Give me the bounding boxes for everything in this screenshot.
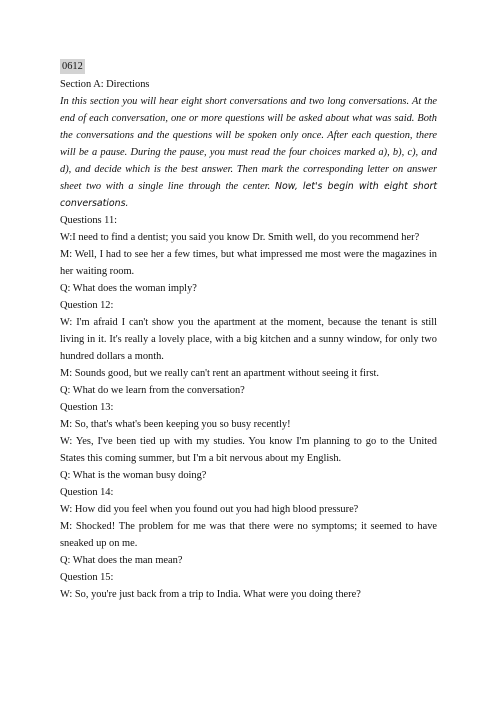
dialogue-line: M: Sounds good, but we really can't rent an apartment without seeing it first. <box>60 368 380 379</box>
directions-paragraph <box>60 93 437 212</box>
dialogue-line: W: So, you're just back from a trip to India. What were you doing there? <box>60 589 361 600</box>
question-heading: Question 15: <box>60 572 114 583</box>
question-prompt: Q: What is the woman busy doing? <box>60 470 207 481</box>
question-block <box>60 297 437 399</box>
question-heading: Question 13: <box>60 402 114 413</box>
question-heading: Question 14: <box>60 487 114 498</box>
dialogue-line: M: So, that's what's been keeping you so busy recently! <box>60 419 291 430</box>
dialogue-line: W:I need to find a dentist; you said you know Dr. Smith well, do you recommend her? <box>60 232 420 243</box>
dialogue-line: M: Well, I had to see her a few times, but what impressed me most were the magazines in her waiting room. <box>60 249 437 277</box>
question-prompt: Q: What does the man mean? <box>60 555 183 566</box>
section-title: Section A: Directions <box>60 79 150 90</box>
question-prompt: Q: What do we learn from the conversation? <box>60 385 245 396</box>
dialogue-line: W: How did you feel when you found out you had high blood pressure? <box>60 504 359 515</box>
question-heading: Questions 11: <box>60 215 118 226</box>
question-block <box>60 484 437 569</box>
document-body <box>60 58 437 603</box>
question-heading: Question 12: <box>60 300 114 311</box>
question-block <box>60 212 437 297</box>
dialogue-line: W: Yes, I've been tied up with my studies. You know I'm planning to go to the United States this coming summer, but I'm a bit nervous about my English. <box>60 436 437 464</box>
directions-tail: Now, let's begin with eight short conversations. <box>60 181 437 209</box>
directions-text: In this section you will hear eight short conversations and two long conversations. At the end of each conversation, one or more questions will be asked about what was said. Both the conversations and the questions will be spoken only once. After each question, there will be a pause. During the pause, you must read the four choices marked a), b), c), and d), and decide which is the best answer. Then mark the corresponding letter on answer sheet two with a single line through the center. <box>60 96 437 192</box>
question-block <box>60 399 437 484</box>
dialogue-line: M: Shocked! The problem for me was that there were no symptoms; it seemed to have sneaked up on me. <box>60 521 437 549</box>
question-block <box>60 569 437 603</box>
doc-code-label: 0612 <box>62 61 83 72</box>
question-prompt: Q: What does the woman imply? <box>60 283 197 294</box>
dialogue-line: W: I'm afraid I can't show you the apartment at the moment, because the tenant is still living in it. It's really a lovely place, with a big kitchen and a sunny window, for only two hundred dollars a month. <box>60 317 437 362</box>
